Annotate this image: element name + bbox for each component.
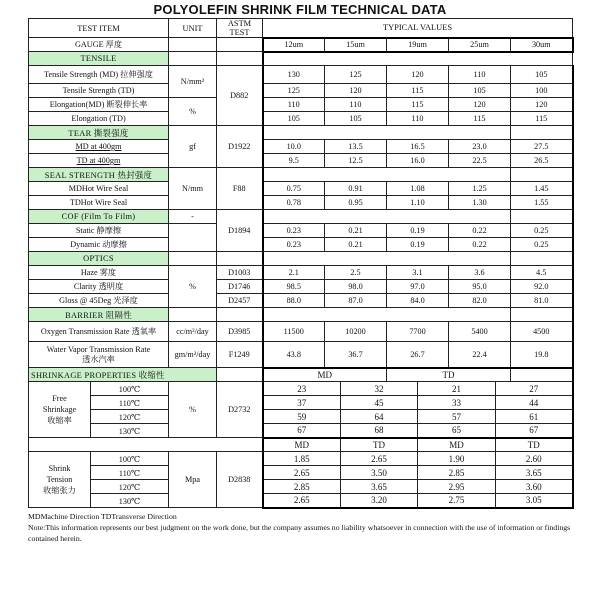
value-cell: 115 xyxy=(511,112,573,126)
table-row xyxy=(29,154,573,168)
row-label: Dynamic 动摩擦 xyxy=(29,238,169,252)
gauge-value: 19um xyxy=(387,38,449,52)
value-cell: 12.5 xyxy=(325,154,387,168)
unit-cell: % xyxy=(169,98,217,126)
section-row xyxy=(29,210,573,224)
table-row xyxy=(29,224,573,238)
row-label: Haze 雾度 xyxy=(29,266,169,280)
gauge-label: GAUGE 厚度 xyxy=(29,38,169,52)
value-cell: 1.85 xyxy=(263,452,341,466)
value-cell: 1.90 xyxy=(418,452,496,466)
table-row xyxy=(29,280,573,294)
row-label: TD at 400gm xyxy=(29,154,169,168)
temp-cell: 110℃ xyxy=(91,396,169,410)
value-cell: 13.5 xyxy=(325,140,387,154)
value-cell: 2.75 xyxy=(418,494,496,508)
section-row xyxy=(29,126,573,140)
label-line: 收缩张力 xyxy=(43,486,76,495)
value-cell: 1.25 xyxy=(449,182,511,196)
value-cell: 4500 xyxy=(511,322,573,342)
table-row xyxy=(29,196,573,210)
astm-cell: D2457 xyxy=(217,294,263,308)
value-cell: 0.21 xyxy=(325,238,387,252)
table-row xyxy=(29,266,573,280)
table-row xyxy=(29,466,573,480)
value-cell: 3.60 xyxy=(496,480,573,494)
value-cell: 3.65 xyxy=(341,480,418,494)
astm-cell: F88 xyxy=(217,168,263,210)
row-label: Tensile Strength (MD) 拉伸强度 xyxy=(29,66,169,84)
section-tensile: TENSILE xyxy=(29,52,169,66)
md-header: MD xyxy=(418,438,496,452)
section-shrinkage: SHRINKAGE PROPERTIES 收缩性 xyxy=(29,368,217,382)
value-cell: 1.30 xyxy=(449,196,511,210)
gauge-value: 12um xyxy=(263,38,325,52)
value-cell: 10200 xyxy=(325,322,387,342)
table-row xyxy=(29,396,573,410)
value-cell: 0.19 xyxy=(387,238,449,252)
astm-cell: D3985 xyxy=(217,322,263,342)
gauge-value: 25um xyxy=(449,38,511,52)
value-cell: 3.20 xyxy=(341,494,418,508)
table-row xyxy=(29,322,573,342)
temp-cell: 130℃ xyxy=(91,424,169,438)
value-cell: 100 xyxy=(511,84,573,98)
header-unit: UNIT xyxy=(169,19,217,38)
unit-cell: % xyxy=(169,382,217,438)
row-label: Tensile Strength (TD) xyxy=(29,84,169,98)
value-cell: 5400 xyxy=(449,322,511,342)
value-cell: 0.91 xyxy=(325,182,387,196)
value-cell: 57 xyxy=(418,410,496,424)
value-cell: 2.1 xyxy=(263,266,325,280)
section-row xyxy=(29,252,573,266)
value-cell: 22.4 xyxy=(449,342,511,368)
value-cell: 0.22 xyxy=(449,238,511,252)
value-cell: 125 xyxy=(325,66,387,84)
value-cell: 81.0 xyxy=(511,294,573,308)
shrinkage-table xyxy=(28,381,574,509)
value-cell: 36.7 xyxy=(325,342,387,368)
table-row xyxy=(29,424,573,438)
free-shrinkage-label xyxy=(29,382,91,438)
value-cell: 68 xyxy=(341,424,418,438)
value-cell: 82.0 xyxy=(449,294,511,308)
value-cell: 3.1 xyxy=(387,266,449,280)
table-row xyxy=(29,342,573,368)
value-cell: 26.5 xyxy=(511,154,573,168)
value-cell: 130 xyxy=(263,66,325,84)
value-cell: 23.0 xyxy=(449,140,511,154)
row-label: Elongation(MD) 断裂伸长率 xyxy=(29,98,169,112)
value-cell: 105 xyxy=(511,66,573,84)
value-cell: 16.0 xyxy=(387,154,449,168)
row-label: TDHot Wire Seal xyxy=(29,196,169,210)
value-cell: 0.21 xyxy=(325,224,387,238)
astm-cell: D1003 xyxy=(217,266,263,280)
value-cell: 2.85 xyxy=(263,480,341,494)
header-test-item: TEST ITEM xyxy=(29,19,169,38)
table-row xyxy=(29,238,573,252)
gauge-value: 15um xyxy=(325,38,387,52)
value-cell: 0.75 xyxy=(263,182,325,196)
value-cell: 115 xyxy=(449,112,511,126)
value-cell: 2.95 xyxy=(418,480,496,494)
value-cell: 120 xyxy=(325,84,387,98)
table-row xyxy=(29,494,573,508)
value-cell: 59 xyxy=(263,410,341,424)
value-cell: 0.78 xyxy=(263,196,325,210)
shrink-td-header: TD xyxy=(387,368,511,382)
value-cell: 1.45 xyxy=(511,182,573,196)
value-cell: 7700 xyxy=(387,322,449,342)
row-label: Elongation (TD) xyxy=(29,112,169,126)
value-cell: 23 xyxy=(263,382,341,396)
temp-cell: 120℃ xyxy=(91,480,169,494)
value-cell: 1.10 xyxy=(387,196,449,210)
value-cell: 1.08 xyxy=(387,182,449,196)
unit-cell: Mpa xyxy=(169,452,217,508)
label-line: 收缩率 xyxy=(47,416,72,425)
value-cell: 88.0 xyxy=(263,294,325,308)
value-cell: 67 xyxy=(263,424,341,438)
table-row xyxy=(29,294,573,308)
value-cell: 26.7 xyxy=(387,342,449,368)
row-label: Static 静摩擦 xyxy=(29,224,169,238)
value-cell: 2.65 xyxy=(263,466,341,480)
table-row xyxy=(29,438,573,452)
value-cell: 45 xyxy=(341,396,418,410)
section-seal: SEAL STRENGTH 热封强度 xyxy=(29,168,169,182)
value-cell: 44 xyxy=(496,396,573,410)
value-cell: 65 xyxy=(418,424,496,438)
temp-cell: 100℃ xyxy=(91,382,169,396)
section-row xyxy=(29,52,573,66)
value-cell: 16.5 xyxy=(387,140,449,154)
value-cell: 10.0 xyxy=(263,140,325,154)
value-cell: 105 xyxy=(325,112,387,126)
value-cell: 120 xyxy=(511,98,573,112)
row-label-line: Water Vapor Transmission Rate xyxy=(46,344,151,354)
value-cell: 125 xyxy=(263,84,325,98)
temp-cell: 130℃ xyxy=(91,494,169,508)
value-cell: 0.95 xyxy=(325,196,387,210)
value-cell: 4.5 xyxy=(511,266,573,280)
md-header: MD xyxy=(263,438,341,452)
astm-cell: D882 xyxy=(217,66,263,126)
table-row xyxy=(29,452,573,466)
value-cell: 115 xyxy=(387,84,449,98)
table-row xyxy=(29,480,573,494)
astm-cell: D2732 xyxy=(217,382,263,438)
section-row xyxy=(29,368,573,382)
unit-cell: gm/m²/day xyxy=(169,342,217,368)
value-cell: 43.8 xyxy=(263,342,325,368)
value-cell: 0.22 xyxy=(449,224,511,238)
label-line: Free xyxy=(52,394,67,403)
unit-cell: - xyxy=(169,210,217,224)
gauge-row xyxy=(29,38,573,52)
value-cell: 110 xyxy=(325,98,387,112)
notes xyxy=(28,511,572,544)
value-cell: 11500 xyxy=(263,322,325,342)
value-cell: 3.05 xyxy=(496,494,573,508)
page-title: POLYOLEFIN SHRINK FILM TECHNICAL DATA xyxy=(153,2,447,17)
astm-cell: D1922 xyxy=(217,126,263,168)
direction-legend: MDMachine Direction TDTransverse Direction xyxy=(28,512,177,521)
technical-data-table xyxy=(28,18,574,382)
value-cell: 110 xyxy=(387,112,449,126)
temp-cell: 100℃ xyxy=(91,452,169,466)
value-cell: 0.23 xyxy=(263,224,325,238)
value-cell: 1.55 xyxy=(511,196,573,210)
section-tear: TEAR 撕裂强度 xyxy=(29,126,169,140)
value-cell: 64 xyxy=(341,410,418,424)
value-cell: 2.65 xyxy=(263,494,341,508)
value-cell: 22.5 xyxy=(449,154,511,168)
shrink-md-header: MD xyxy=(263,368,387,382)
value-cell: 3.6 xyxy=(449,266,511,280)
value-cell: 0.19 xyxy=(387,224,449,238)
row-label: MDHot Wire Seal xyxy=(29,182,169,196)
value-cell: 120 xyxy=(387,66,449,84)
value-cell: 110 xyxy=(449,66,511,84)
value-cell: 115 xyxy=(387,98,449,112)
value-cell: 19.8 xyxy=(511,342,573,368)
value-cell: 32 xyxy=(341,382,418,396)
value-cell: 2.65 xyxy=(341,452,418,466)
value-cell: 120 xyxy=(449,98,511,112)
table-row xyxy=(29,182,573,196)
value-cell: 97.0 xyxy=(387,280,449,294)
header-typical-values: TYPICAL VALUES xyxy=(263,19,573,38)
header-astm: ASTM TEST xyxy=(217,19,263,38)
unit-cell: cc/m²/day xyxy=(169,322,217,342)
value-cell: 95.0 xyxy=(449,280,511,294)
value-cell: 92.0 xyxy=(511,280,573,294)
value-cell: 21 xyxy=(418,382,496,396)
value-cell: 105 xyxy=(263,112,325,126)
table-row xyxy=(29,66,573,84)
astm-cell: F1249 xyxy=(217,342,263,368)
row-label: Clarity 透明度 xyxy=(29,280,169,294)
value-cell: 0.25 xyxy=(511,224,573,238)
value-cell: 2.85 xyxy=(418,466,496,480)
astm-cell: D1746 xyxy=(217,280,263,294)
section-optics: OPTICS xyxy=(29,252,169,266)
section-row xyxy=(29,308,573,322)
astm-cell: D1894 xyxy=(217,210,263,252)
value-cell: 33 xyxy=(418,396,496,410)
value-cell: 0.23 xyxy=(263,238,325,252)
label-line: Tension xyxy=(46,475,73,484)
unit-cell: gf xyxy=(169,126,217,168)
gauge-value: 30um xyxy=(511,38,573,52)
temp-cell: 120℃ xyxy=(91,410,169,424)
value-cell: 9.5 xyxy=(263,154,325,168)
table-row xyxy=(29,382,573,396)
disclaimer: Note:This information represents our best judgment on the work done, but the company assumes no liability whatsoever in connection with the use of information or findings contained herein. xyxy=(28,523,571,543)
value-cell: 87.0 xyxy=(325,294,387,308)
td-header: TD xyxy=(341,438,418,452)
shrink-tension-label xyxy=(29,452,91,508)
value-cell: 2.5 xyxy=(325,266,387,280)
td-header: TD xyxy=(496,438,573,452)
value-cell: 2.60 xyxy=(496,452,573,466)
table-row xyxy=(29,112,573,126)
temp-cell: 110℃ xyxy=(91,466,169,480)
row-label-line: 透水汽率 xyxy=(82,354,115,364)
value-cell: 67 xyxy=(496,424,573,438)
astm-cell: D2838 xyxy=(217,452,263,508)
table-row xyxy=(29,410,573,424)
header-row xyxy=(29,19,573,38)
unit-cell: % xyxy=(169,266,217,308)
value-cell: 37 xyxy=(263,396,341,410)
value-cell: 27.5 xyxy=(511,140,573,154)
table-row xyxy=(29,98,573,112)
value-cell: 98.5 xyxy=(263,280,325,294)
row-label: Oxygen Transmission Rate 透氧率 xyxy=(29,322,169,342)
value-cell: 3.65 xyxy=(496,466,573,480)
unit-cell: N/mm xyxy=(169,168,217,210)
section-barrier: BARRIER 阻隔性 xyxy=(29,308,169,322)
value-cell: 84.0 xyxy=(387,294,449,308)
section-cof: COF (Film To Film) xyxy=(29,210,169,224)
row-label xyxy=(29,342,169,368)
value-cell: 98.0 xyxy=(325,280,387,294)
table-row xyxy=(29,84,573,98)
label-line: Shrinkage xyxy=(42,405,77,414)
value-cell: 0.25 xyxy=(511,238,573,252)
table-row xyxy=(29,140,573,154)
value-cell: 27 xyxy=(496,382,573,396)
value-cell: 110 xyxy=(263,98,325,112)
row-label: MD at 400gm xyxy=(29,140,169,154)
section-row xyxy=(29,168,573,182)
label-line: Shrink xyxy=(48,464,71,473)
row-label: Gloss @ 45Deg 光泽度 xyxy=(29,294,169,308)
value-cell: 105 xyxy=(449,84,511,98)
unit-cell: N/mm² xyxy=(169,66,217,98)
value-cell: 3.50 xyxy=(341,466,418,480)
value-cell: 61 xyxy=(496,410,573,424)
